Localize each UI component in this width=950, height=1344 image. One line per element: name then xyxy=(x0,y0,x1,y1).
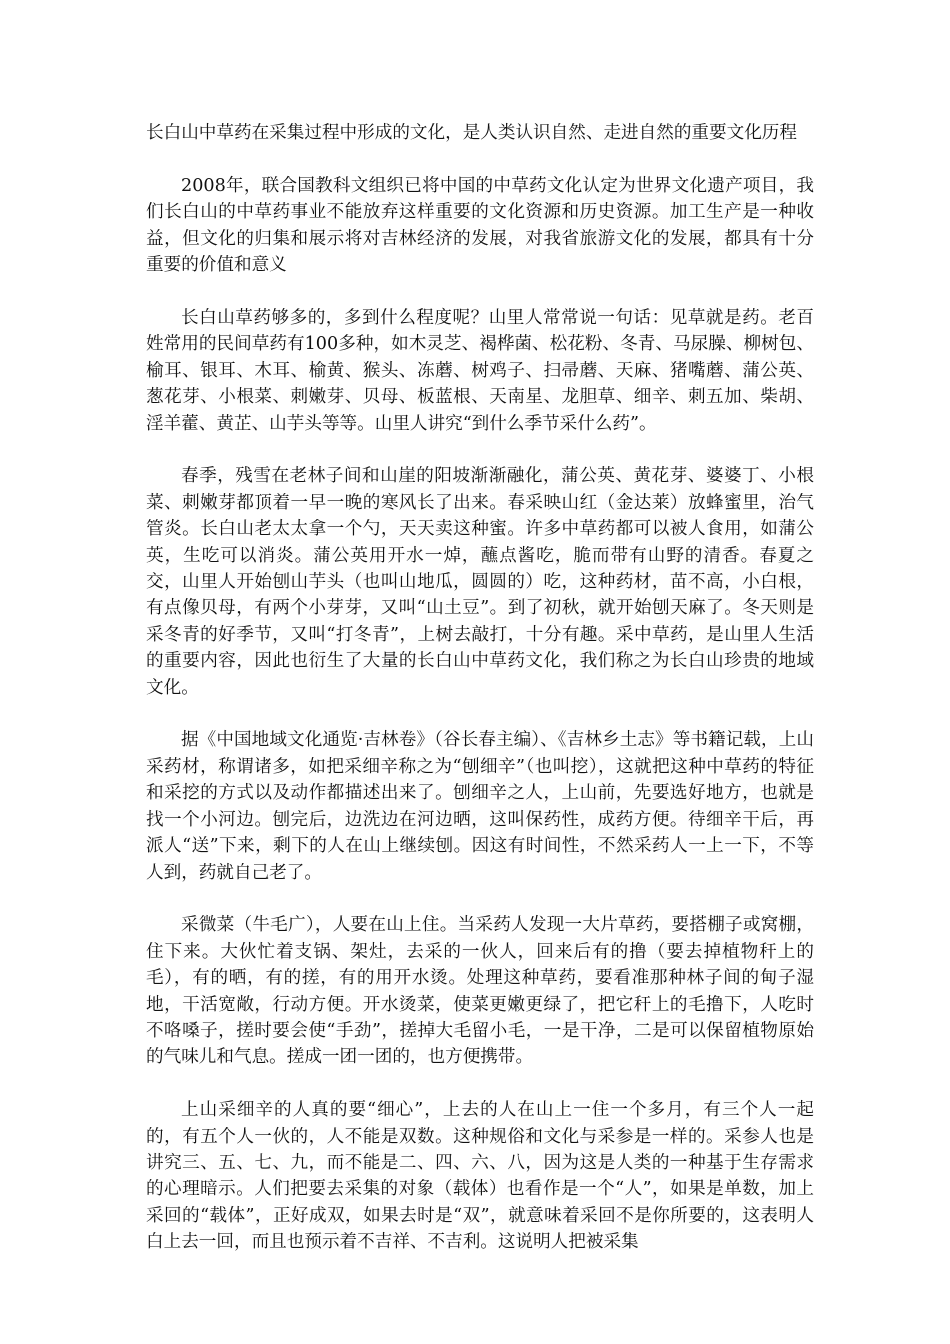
document-page xyxy=(146,120,814,1256)
paragraph-unesco: 2008年，联合国教科文组织已将中国的中草药文化认定为世界文化遗产项目，我们长白山的中草药事业不能放弃这样重要的文化资源和历史资源。加工生产是一种收益，但文化的归集和展示将对吉林经济的发展，对我省旅游文化的发展，都具有十分重要的价值和意义 xyxy=(146,176,814,276)
document-title: 长白山中草药在采集过程中形成的文化，是人类认识自然、走进自然的重要文化历程 xyxy=(146,123,797,143)
paragraph-weicai: 采微菜（牛毛广），人要在山上住。当采药人发现一大片草药，要搭棚子或窝棚，住下来。大伙忙着支锅、架灶，去采的一伙人，回来后有的撸（要去掉植物秆上的毛），有的晒，有的搓，有的用开水烫。处理这种草药，要看准那种林子间的甸子湿地，干活宽敞，行动方便。开水烫菜，使菜更嫩更绿了，把它秆上的毛撸下，人吃时不咯嗓子，搓时要会使“手劲”，搓掉大毛留小毛，一是干净，二是可以保留植物原始的气味儿和气息。搓成一团一团的，也方便携带。 xyxy=(146,915,814,1068)
paragraph-records: 据《中国地域文化通览·吉林卷》（谷长春主编）、《吉林乡土志》等书籍记载，上山采药材，称谓诸多，如把采细辛称之为“刨细辛”（也叫挖），这就把这种中草药的特征和采挖的方式以及动作都描述出来了。刨细辛之人，上山前，先要选好地方，也就是找一个小河边。刨完后，边洗边在河边晒，这叫保药性，成药方便。待细辛干后，再派人“送”下来，剩下的人在山上继续刨。因这有时间性，不然采药人一上一下，不等人到，药就自己老了。 xyxy=(146,730,814,883)
paragraph-herb-list: 长白山草药够多的，多到什么程度呢？山里人常常说一句话：见草就是药。老百姓常用的民间草药有100多种，如木灵芝、褐桦菌、松花粉、冬青、马尿臊、柳树包、榆耳、银耳、木耳、榆黄、猴头、冻蘑、树鸡子、扫帚蘑、天麻、猪嘴蘑、蒲公英、葱花芽、小根菜、刺嫩芽、贝母、板蓝根、天南星、龙胆草、细辛、刺五加、柴胡、淫羊藿、黄芷、山芋头等等。山里人讲究“到什么季节采什么药”。 xyxy=(146,308,814,434)
paragraph-xixin-custom: 上山采细辛的人真的要“细心”，上去的人在山上一住一个多月，有三个人一起的，有五个人一伙的，人不能是双数。这种规俗和文化与采参是一样的。采参人也是讲究三、五、七、九，而不能是二、四、六、八，因为这是人类的一种基于生存需求的心理暗示。人们把要去采集的对象（载体）也看作是一个“人”，如果是单数，加上采回的“载体”，正好成双，如果去时是“双”，就意味着采回不是你所要的，这表明人白上去一回，而且也预示着不吉祥、不吉利。这说明人把被采集 xyxy=(146,1100,814,1253)
paragraph-seasons: 春季，残雪在老林子间和山崖的阳坡渐渐融化，蒲公英、黄花芽、婆婆丁、小根菜、刺嫩芽都顶着一早一晚的寒风长了出来。春采映山红（金达莱）放蜂蜜里，治气管炎。长白山老太太拿一个勺，天天卖这种蜜。许多中草药都可以被人食用，如蒲公英，生吃可以消炎。蒲公英用开水一焯，蘸点酱吃，脆而带有山野的清香。春夏之交，山里人开始刨山芋头（也叫山地瓜，圆圆的）吃，这种药材，苗不高，小白根，有点像贝母，有两个小芽芽，又叫“山土豆”。到了初秋，就开始刨天麻了。冬天则是采冬青的好季节，又叫“打冬青”，上树去敲打，十分有趣。采中草药，是山里人生活的重要内容，因此也衍生了大量的长白山中草药文化，我们称之为长白山珍贵的地域文化。 xyxy=(146,466,814,698)
